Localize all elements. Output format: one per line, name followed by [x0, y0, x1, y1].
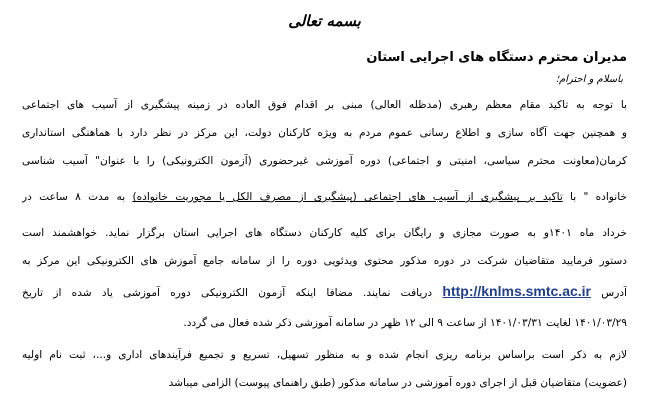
body-line-7-start: آدرس	[601, 287, 627, 299]
body-line-7	[22, 284, 627, 300]
letter-heading: بسمه تعالی	[288, 12, 361, 30]
course-topic: تاکید بر پیشگیری از آسیب های اجتماعی (پیشگیری از مصرف الکل یا مجوریت خانواده)	[132, 191, 563, 203]
body-line-8: ۱۴۰۱/۰۳/۲۹ لغایت ۱۴۰۱/۰۳/۳۱ از ساعت ۹ الی ۱۲ ظهر در سامانه آموزشی ذکر شده فعال می گردد.	[183, 317, 627, 329]
body-line-7-end: دریافت نمایند. مضافا اینکه آزمون الکترونیکی دوره آموزشی یاد شده از تاریخ	[22, 287, 433, 299]
body-line-4-end: به مدت ۸ ساعت در	[22, 191, 126, 203]
body-line-4	[22, 190, 627, 204]
body-line-2: و همچنین جهت آگاه سازی و اطلاع رسانی عموم مردم به ویژه کارکنان دولت، این مرکز در نظر دارد با هماهنگی استانداری	[22, 127, 627, 139]
body-line-5: خرداد ماه ۱۴۰۱و به صورت مجازی و رایگان برای کلیه کارکنان دستگاه های اجرایی استان برگزار نماید. خواهشمند است	[22, 227, 627, 239]
body-line-4-start: خانواده " با	[570, 191, 627, 203]
greeting: باسلام و احترام؛	[555, 74, 623, 85]
body-line-6: دستور فرمایید متقاضیان شرکت در دوره مذکور محتوی ویدئویی دوره را از سامانه جامع آموزش های الکترونیکی این مرکز به	[22, 255, 627, 267]
addressee: مدیران محترم دستگاه های اجرایی استان	[366, 50, 627, 65]
body-line-9: لازم به ذکر است براساس برنامه ریزی انجام شده و به منظور تسهیل، تسریع و تجمیع فرآیندهای اداری و...، ثبت نام اولیه	[22, 349, 627, 361]
body-line-3: کرمان(معاونت محترم سیاسی، امنیتی و اجتماعی) دوره آموزشی غیرحضوری (آزمون الکترونیکی) را با عنوان" آسیب شناسی	[22, 155, 627, 167]
lms-url-link[interactable]: http://knlms.smtc.ac.ir	[442, 284, 591, 299]
body-line-1: با توجه به تاکید مقام معظم رهبری (مدظله العالی) مبنی بر اقدام فوق العاده در زمینه پیشگیری از آسیب های اجتماعی	[22, 99, 627, 111]
body-line-10: (عضویت) متقاضیان قبل از اجرای دوره آموزشی در سامانه مذکور (طبق راهنمای پیوست) الزامی میباشد	[168, 377, 627, 389]
